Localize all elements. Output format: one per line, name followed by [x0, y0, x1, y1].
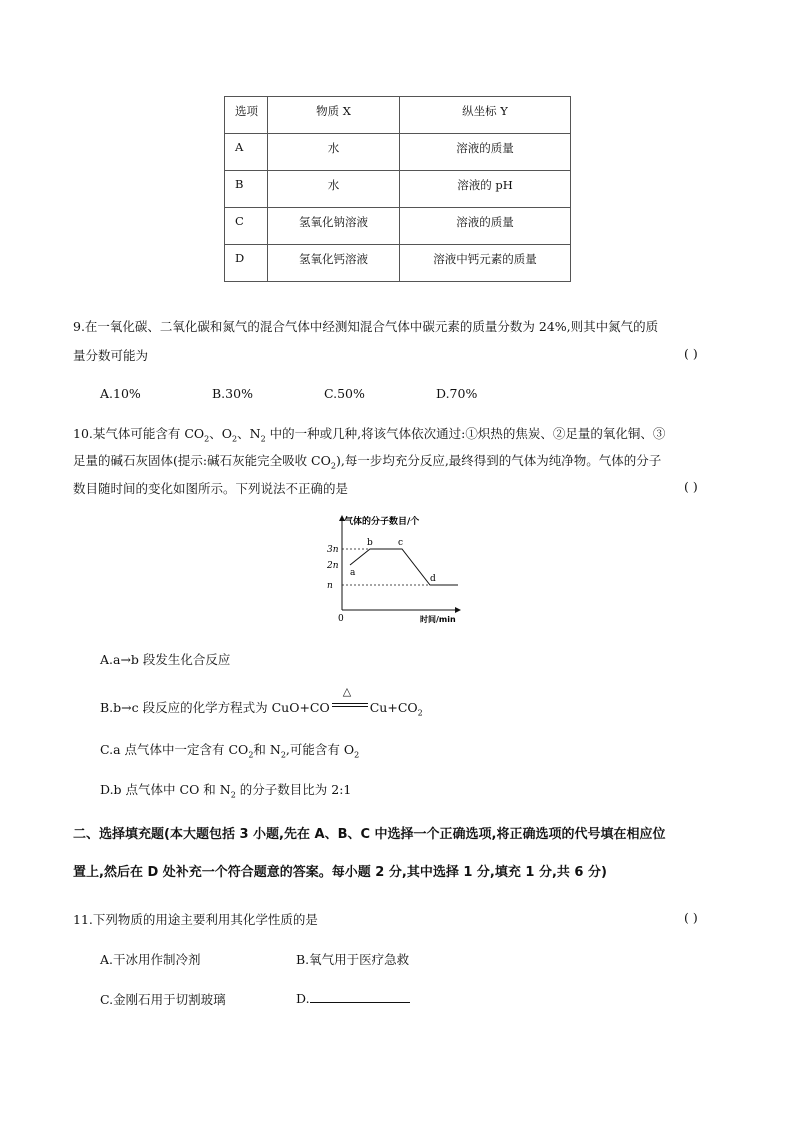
- table-header-cell: 纵坐标 Y: [400, 97, 571, 134]
- molecule-count-chart: [320, 508, 470, 628]
- table-cell: 水: [268, 134, 400, 171]
- y-axis-title: 气体的分子数目/个: [344, 517, 420, 527]
- table-cell: 氢氧化钙溶液: [268, 245, 400, 282]
- table-row: [225, 245, 571, 282]
- q10-stem-line3: 数目随时间的变化如图所示。下列说法不正确的是: [73, 481, 349, 496]
- y-tick-label: n: [327, 581, 333, 591]
- q11-option-a: A.干冰用作制冷剂: [100, 952, 201, 967]
- q9-answer-bracket: ( ): [684, 346, 698, 361]
- heat-equals-sign: [330, 685, 370, 712]
- table-row: [225, 208, 571, 245]
- table-header-cell: 选项: [225, 97, 268, 134]
- q10-stem-line1: 10.某气体可能含有 $CO_2$、$O_2$、$N_2$ 中的一种或几种,将该气体依次通过:①炽热的焦炭、②足量的氧化铜、③: [73, 426, 666, 444]
- q11-answer-bracket: ( ): [684, 910, 698, 925]
- q10-option-d: D.b 点气体中 CO 和 $N_2$ 的分子数目比为 2:1: [100, 782, 352, 800]
- q9-option-d: D.70%: [436, 386, 478, 401]
- q11-stem: 11.下列物质的用途主要利用其化学性质的是: [73, 912, 318, 927]
- table-cell: D: [225, 245, 268, 282]
- q11-option-b: B.氧气用于医疗急救: [296, 952, 410, 967]
- series-line: [350, 549, 458, 585]
- table-cell: 溶液的质量: [400, 134, 571, 171]
- q10-stem-line2: 足量的碱石灰固体(提示:碱石灰能完全吸收 $CO_2$),每一步均充分反应,最终得到的气体为纯净物。气体的分子: [73, 453, 662, 471]
- q9-option-b: B.30%: [212, 386, 253, 401]
- q10-option-c: C.a 点气体中一定含有 $CO_2$和 $N_2$,可能含有 $O_2$: [100, 742, 360, 760]
- origin-label: 0: [338, 614, 344, 624]
- table-cell: C: [225, 208, 268, 245]
- table-cell: A: [225, 134, 268, 171]
- q9-stem-line1: 9.在一氧化碳、二氧化碳和氮气的混合气体中经测知混合气体中碳元素的质量分数为 24%,则其中氮气的质: [73, 319, 659, 334]
- table-row: [225, 171, 571, 208]
- table-cell: 溶液的质量: [400, 208, 571, 245]
- table-cell: 溶液的 pH: [400, 171, 571, 208]
- point-label-c: c: [398, 538, 404, 548]
- heat-symbol: △: [342, 685, 352, 698]
- q10-option-b: B.b→c 段反应的化学方程式为 CuO+CO △ $Cu+CO_2$: [100, 685, 423, 718]
- table-cell: 溶液中钙元素的质量: [400, 245, 571, 282]
- y-tick-label: 2n: [327, 561, 339, 571]
- q11-answer-blank[interactable]: [310, 990, 410, 1003]
- q11-option-d: D.: [296, 990, 410, 1006]
- table-header-row: [225, 97, 571, 134]
- table-cell: 水: [268, 171, 400, 208]
- section2-heading-line2: 置上,然后在 D 处补充一个符合题意的答案。每小题 2 分,其中选择 1 分,填充 1 分,共 6 分): [73, 865, 607, 880]
- q9-stem-line2: 量分数可能为: [73, 348, 149, 363]
- q11-option-c: C.金刚石用于切割玻璃: [100, 992, 226, 1007]
- q10-answer-bracket: ( ): [684, 479, 698, 494]
- section2-heading-line1: 二、选择填充题(本大题包括 3 小题,先在 A、B、C 中选择一个正确选项,将正确选项的代号填在相应位: [73, 827, 666, 842]
- table-cell: 氢氧化钠溶液: [268, 208, 400, 245]
- q9-option-a: A.10%: [100, 386, 141, 401]
- point-label-a: a: [350, 568, 356, 578]
- q9-option-c: C.50%: [324, 386, 365, 401]
- x-axis-title: 时间/min: [420, 615, 456, 624]
- table-cell: B: [225, 171, 268, 208]
- y-tick-label: 3n: [327, 545, 339, 555]
- point-label-d: d: [430, 574, 436, 584]
- q10-option-a: A.a→b 段发生化合反应: [100, 652, 231, 667]
- table-row: [225, 134, 571, 171]
- options-table: [224, 96, 571, 282]
- table-header-cell: 物质 X: [268, 97, 400, 134]
- point-label-b: b: [367, 538, 373, 548]
